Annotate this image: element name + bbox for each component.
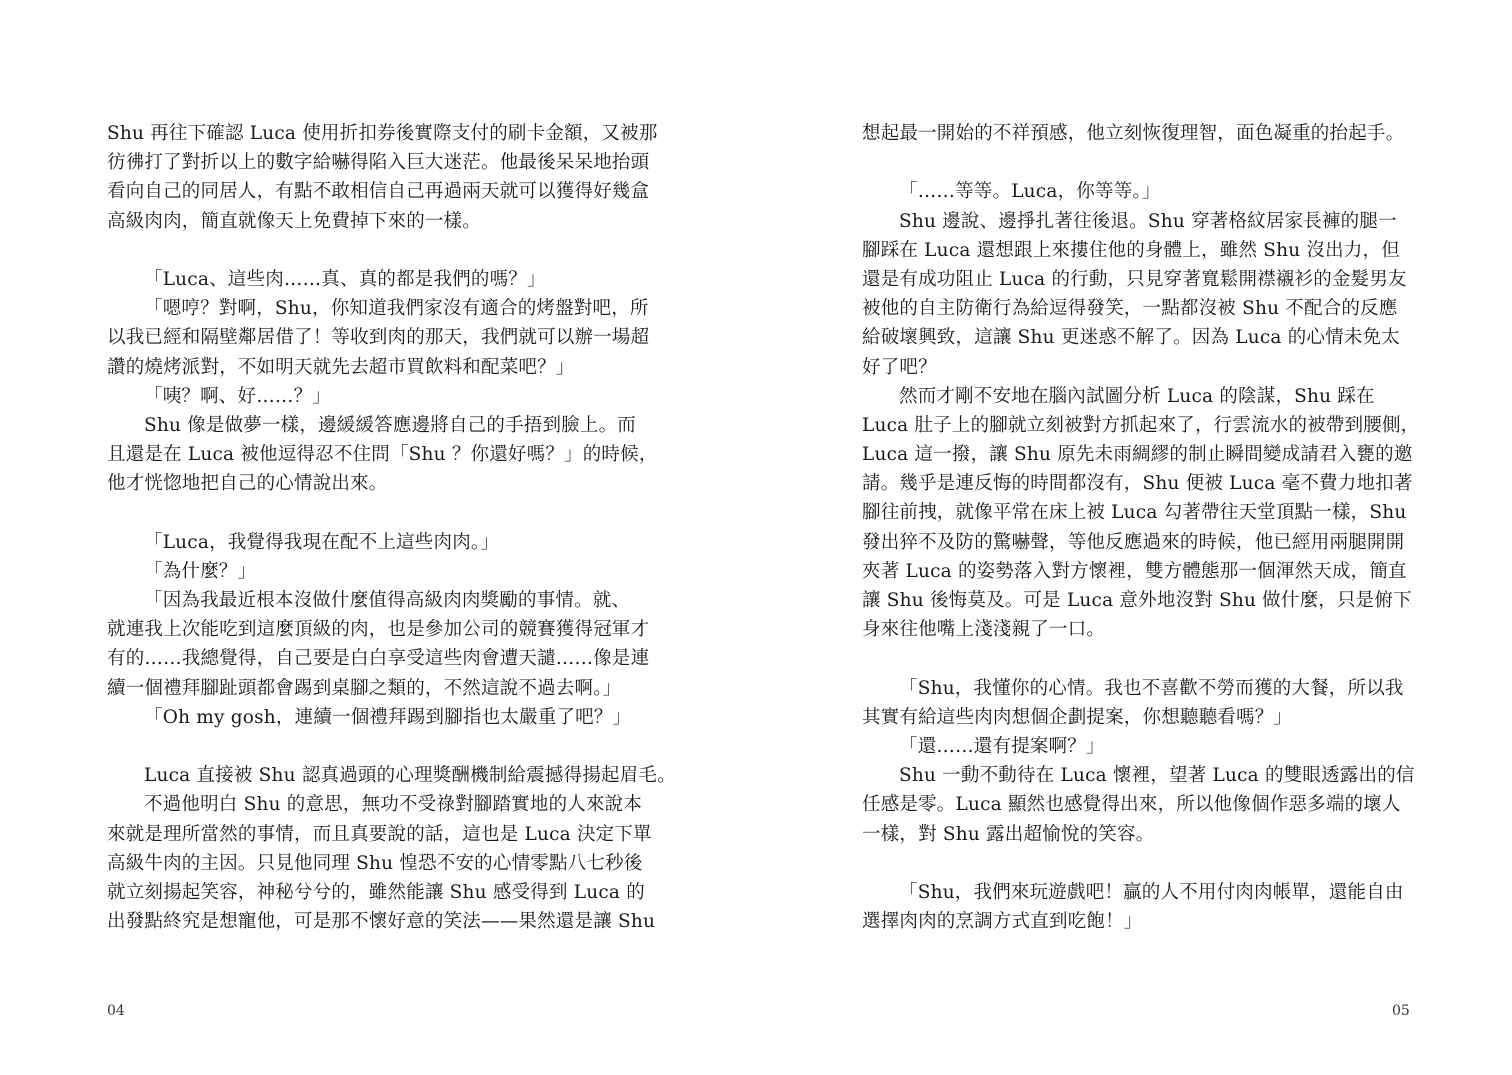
text-line: 腳踩在 Luca 還想跟上來摟住他的身體上，雖然 Shu 沒出力，但 [862, 239, 1400, 261]
text-line: 請。幾乎是連反悔的時間都沒有，Shu 便被 Luca 毫不費力地扣著 [862, 473, 1413, 495]
text-line: 腳往前拽，就像平常在床上被 Luca 勾著帶往天堂頂點一樣，Shu [862, 502, 1407, 524]
paragraph-gap [862, 849, 1406, 878]
text-line: 「還……還有提案啊？」 [899, 735, 1105, 757]
text-line: Luca 直接被 Shu 認真過頭的心理獎酬機制給震撼得揚起眉毛。 [144, 765, 676, 787]
text-line: 「Shu，我懂你的心情。我也不喜歡不勞而獲的大餐，所以我 [899, 677, 1404, 699]
right-page-text [862, 119, 1420, 936]
text-line: 不過他明白 Shu 的意思，無功不受祿對腳踏實地的人來說本 [144, 794, 643, 816]
text-line: 好了吧？ [862, 356, 937, 378]
text-line: 「因為我最近根本沒做什麼值得高級肉肉獎勵的事情。就、 [144, 590, 631, 611]
text-line: 「Shu，我們來玩遊戲吧！贏的人不用付肉肉帳單，還能自由 [899, 881, 1404, 903]
text-line: 他才恍惚地把自己的心情說出來。 [107, 473, 388, 495]
text-line: 且還是在 Luca 被他逗得忍不住問「Shu ？你還好嗎？」的時候， [107, 444, 658, 466]
left-page-number: 04 [107, 1003, 125, 1019]
text-line: 「Luca，我覺得我現在配不上這些肉肉。」 [144, 531, 500, 553]
text-line: Luca 肚子上的腳就立刻被對方抓起來了，行雲流水的被帶到腰側， [862, 414, 1420, 436]
text-line: 高級牛肉的主因。只見他同理 Shu 惶恐不安的心情零點八七秒後 [107, 852, 643, 874]
text-line: 「Oh my gosh，連續一個禮拜踢到腳指也太嚴重了吧？」 [144, 706, 632, 728]
right-page-number: 05 [1392, 1003, 1410, 1019]
text-line: 想起最一開始的不祥預感，他立刻恢復理智，面色凝重的抬起手。 [862, 123, 1405, 144]
text-line: 就立刻揚起笑容，神秘兮兮的，雖然能讓 Shu 感受得到 Luca 的 [107, 881, 645, 903]
text-line: Luca 這一撥，讓 Shu 原先未雨綢繆的制止瞬間變成請君入甕的邀 [862, 444, 1413, 466]
text-line: Shu 一動不動待在 Luca 懷裡，望著 Luca 的雙眼透露出的信 [899, 765, 1415, 787]
paragraph-gap [107, 498, 651, 527]
text-line: 「嗯哼？對啊，Shu，你知道我們家沒有適合的烤盤對吧，所 [144, 298, 649, 320]
text-line: 「……等等。Luca，你等等。」 [899, 181, 1161, 203]
text-line: 「咦？啊、好……？」 [144, 385, 332, 407]
text-line: 彷彿打了對折以上的數字給嚇得陷入巨大迷茫。他最後呆呆地抬頭 [107, 152, 650, 174]
text-line: 以我已經和隔壁鄰居借了！等收到肉的那天，我們就可以辦一場超 [107, 327, 650, 349]
text-line: 身來往他嘴上淺淺親了一口。 [862, 619, 1106, 641]
text-line: 讚的燒烤派對，不如明天就先去超市買飲料和配菜吧？」 [107, 356, 575, 378]
text-line: 選擇肉肉的烹調方式直到吃飽！」 [862, 911, 1143, 933]
text-line: 還是有成功阻止 Luca 的行動，只見穿著寬鬆開襟襯衫的金髮男友 [862, 268, 1407, 290]
text-line: 給破壞興致，這讓 Shu 更迷惑不解了。因為 Luca 的心情未免太 [862, 327, 1400, 349]
text-line: 續一個禮拜腳趾頭都會踢到桌腳之類的，不然這說不過去啊。」 [107, 677, 622, 699]
text-line: 出發點終究是想寵他，可是那不懷好意的笑法——果然還是讓 Shu [107, 911, 656, 933]
text-line: 一樣，對 Shu 露出超愉悅的笑容。 [862, 823, 1155, 845]
paragraph-gap [862, 644, 1406, 673]
left-page-text [107, 119, 676, 936]
text-line: 就連我上次能吃到這麼頂級的肉，也是參加公司的競賽獲得冠軍才 [107, 619, 650, 641]
right-page [756, 0, 1512, 1075]
text-line: 讓 Shu 後悔莫及。可是 Luca 意外地沒對 Shu 做什麼，只是俯下 [862, 590, 1412, 611]
text-line: 來就是理所當然的事情，而且真要說的話，這也是 Luca 決定下單 [107, 823, 652, 845]
paragraph-gap [862, 148, 1406, 177]
text-line: Shu 再往下確認 Luca 使用折扣券後實際支付的刷卡金額，又被那 [107, 123, 658, 144]
text-line: 「Luca、這些肉……真、真的都是我們的嗎？」 [144, 268, 546, 290]
text-line: 夾著 Luca 的姿勢落入對方懷裡，雙方體態那一個渾然天成，簡直 [862, 560, 1407, 582]
text-line: 然而才剛不安地在腦內試圖分析 Luca 的陰謀，Shu 踩在 [899, 385, 1375, 407]
text-line: 高級肉肉，簡直就像天上免費掉下來的一樣。 [107, 210, 482, 232]
text-line: 有的……我總覺得，自己要是白白享受這些肉會遭天譴……像是連 [107, 648, 650, 670]
text-line: 任感是零。Luca 顯然也感覺得出來，所以他像個作惡多端的壞人 [862, 794, 1401, 816]
text-line: 被他的自主防衛行為給逗得發笑，一點都沒被 Shu 不配合的反應 [862, 298, 1398, 320]
text-line: Shu 像是做夢一樣，邊緩緩答應邊將自己的手捂到臉上。而 [144, 414, 636, 436]
text-line: 看向自己的同居人，有點不敢相信自己再過兩天就可以獲得好幾盒 [107, 181, 650, 203]
paragraph-gap [107, 236, 651, 265]
text-line: Shu 邊說、邊掙扎著往後退。Shu 穿著格紋居家長褲的腿一 [899, 210, 1397, 232]
text-line: 「為什麼？」 [144, 560, 257, 582]
paragraph-gap [107, 732, 651, 761]
text-line: 發出猝不及防的驚嚇聲，等他反應過來的時候，他已經用兩腿開開 [862, 531, 1405, 553]
text-line: 其實有給這些肉肉想個企劃提案，你想聽聽看嗎？」 [862, 706, 1293, 728]
